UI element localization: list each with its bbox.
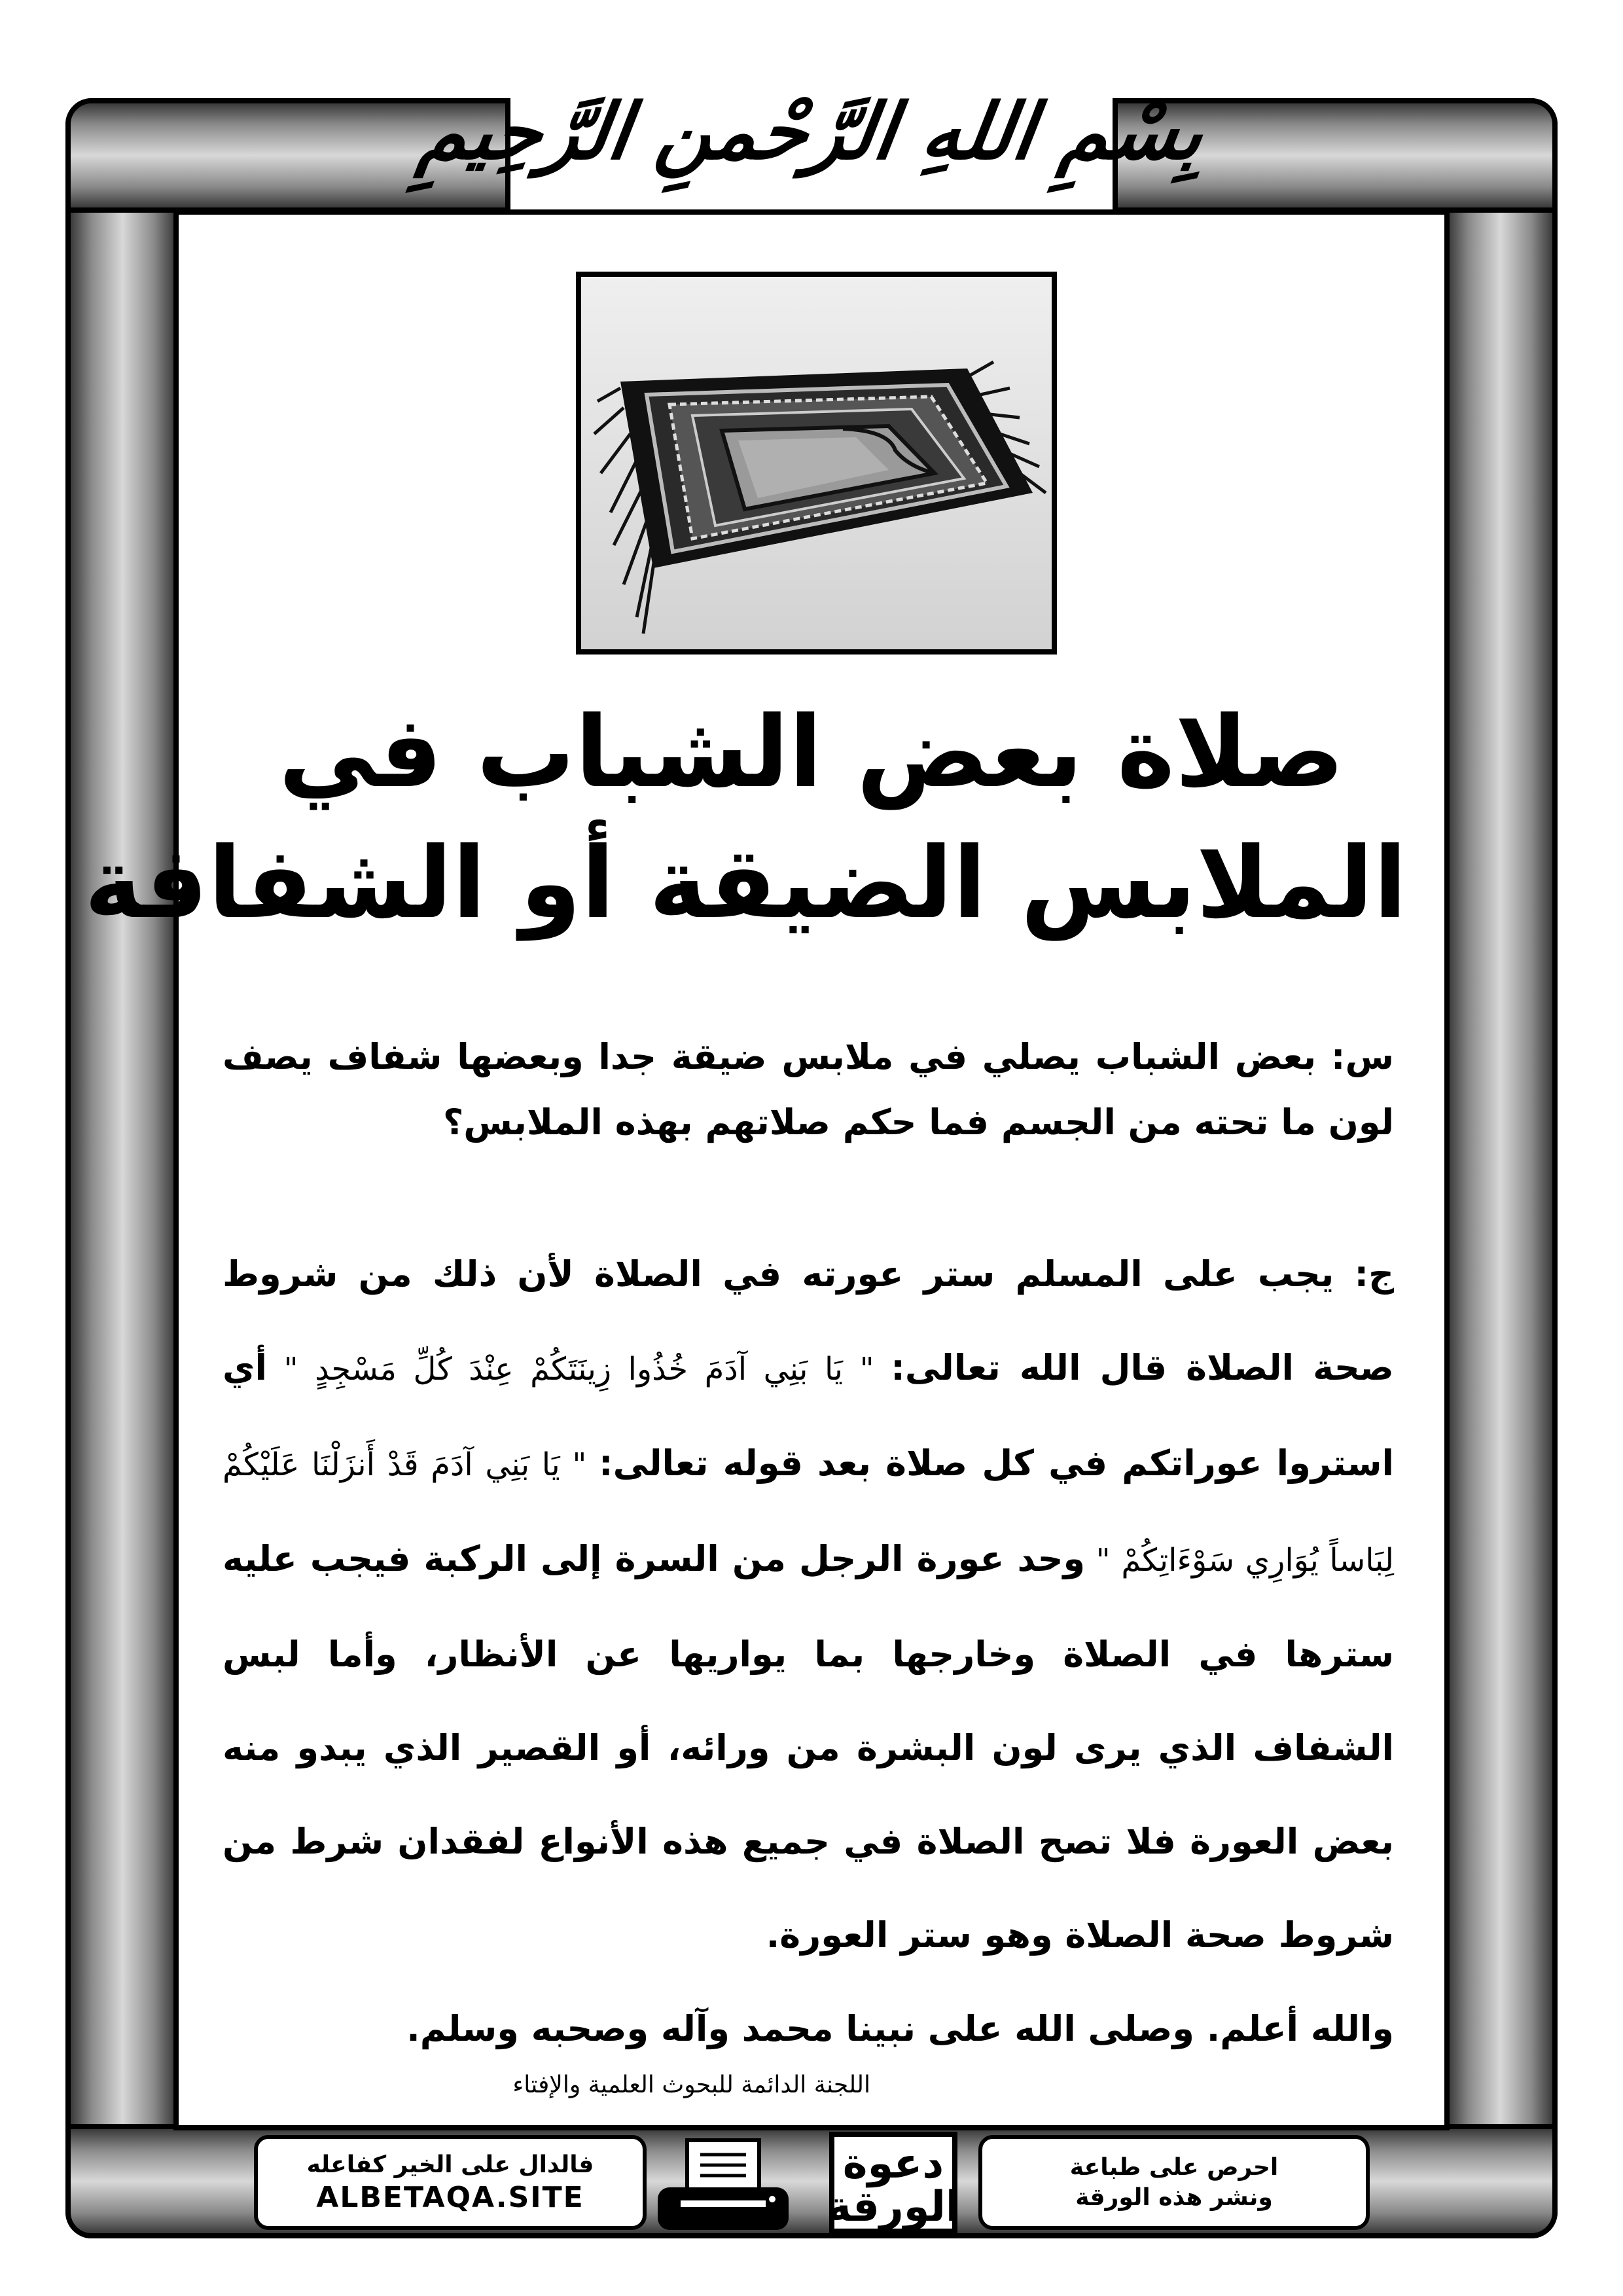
answer-part-2: أي استروا عوراتكم في كل صلاة بعد قوله تعالى: <box>223 1347 1395 1484</box>
footer-website-link[interactable]: ALBETAQA.SITE <box>316 2180 584 2214</box>
footer-print-box <box>978 2135 1370 2230</box>
logo-line-2: الورقة <box>828 2183 959 2231</box>
frame-right-bar <box>1443 98 1558 2238</box>
frame-left-bar <box>65 98 180 2238</box>
title-line-1: صلاة بعض الشباب في <box>278 696 1345 810</box>
footer-tagline: فالدال على الخير كفاعله <box>306 2151 594 2178</box>
question-paragraph <box>223 1024 1394 1155</box>
answer-closing: والله أعلم. وصلى الله على نبينا محمد وآله وصحبه وسلم. <box>406 2008 1394 2049</box>
basmala-calligraphy <box>413 33 1210 229</box>
footer-website-box <box>254 2135 647 2230</box>
logo-line-1: دعوة <box>842 2140 944 2188</box>
printer-icon <box>654 2135 792 2233</box>
answer-paragraph <box>223 1227 1394 2075</box>
source-committee: اللجنة الدائمة للبحوث العلمية والإفتاء <box>512 2072 870 2098</box>
quran-quote-1: " يَا بَنِي آدَمَ خُذُوا زِينَتَكُمْ عِنْدَ كُلِّ مَسْجِدٍ " <box>267 1351 891 1388</box>
basmala-text: بِسْمِ اللهِ الرَّحْمنِ الرَّحِيمِ <box>413 85 1210 177</box>
footer-print-line-2: ونشر هذه الورقة <box>1075 2183 1273 2211</box>
prayer-rug-image <box>576 272 1057 655</box>
quran-quote-2: " يَا بَنِي آدَمَ قَدْ أَنزَلْنَا عَلَيْكُمْ لِبَاساً يُوَارِي سَوْءَاتِكُمْ " <box>223 1446 1394 1579</box>
answer-part-3: وحد عورة الرجل من السرة إلى الركبة فيجب عليه سترها في الصلاة وخارجها بما يواريها عن الأنظار، وأما لبس الشفاف الذي يرى لون البشرة من ورائه، أو القصير الذي يبدو منه بعض العورة فلا تصح الصلاة في جميع هذه الأنواع لفقدان شرط من شروط صحة الصلاة وهو ستر العورة. <box>223 1538 1394 1956</box>
answer-part-1: ج: يجب على المسلم ستر عورته في الصلاة لأن ذلك من شروط صحة الصلاة قال الله تعالى: <box>223 1253 1394 1388</box>
page-title <box>84 687 1407 949</box>
question-text: س: بعض الشباب يصلي في ملابس ضيقة جدا وبعضها شفاف يصف لون ما تحته من الجسم فما حكم صلاتهم بهذه الملابس؟ <box>223 1036 1394 1143</box>
footer-print-line-1: احرص على طباعة <box>1069 2153 1279 2181</box>
title-line-2: الملابس الضيقة أو الشفافة <box>84 827 1407 941</box>
dawah-logo <box>828 2130 959 2235</box>
